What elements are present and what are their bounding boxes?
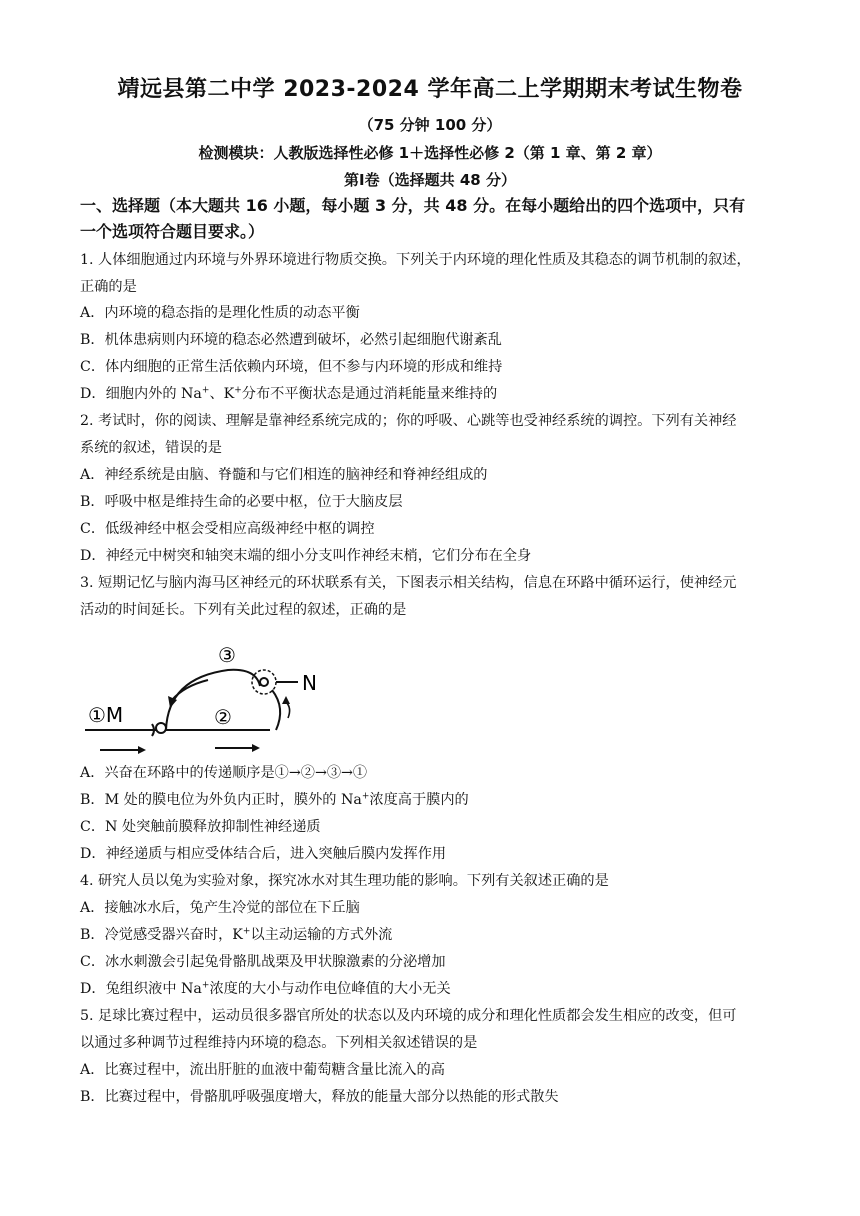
- neural-circuit-figure: [80, 638, 340, 756]
- question-5-stem: [80, 1003, 786, 1056]
- question-1-stem: [80, 247, 786, 300]
- exam-duration: （75 分钟 100 分）: [358, 116, 502, 134]
- question-2-option-d: D．神经元中树突和轴突末端的细小分支叫作神经末梢，它们分布在全身: [80, 548, 532, 564]
- label-n: N: [302, 671, 317, 695]
- question-4-option-c: C．冰水刺激会引起兔骨骼肌战栗及甲状腺激素的分泌增加: [80, 954, 446, 970]
- question-1-option-c: C．体内细胞的正常生活依赖内环境，但不参与内环境的形成和维持: [80, 359, 503, 375]
- label-3: ③: [218, 643, 236, 667]
- section-heading-line1: 一、选择题（本大题共 16 小题，每小题 3 分，共 48 分。在每小题给出的四个选项中，只有: [80, 196, 746, 215]
- question-3-option-b: B．M 处的膜电位为外负内正时，膜外的 Na+浓度高于膜内的: [80, 791, 469, 808]
- question-1-option-b: B．机体患病则内环境的稳态必然遭到破坏，必然引起细胞代谢紊乱: [80, 332, 502, 348]
- curved-arrow-up-head: [282, 696, 290, 704]
- question-5-option-a: A．比赛过程中，流出肝脏的血液中葡萄糖含量比流入的高: [80, 1062, 445, 1078]
- question-1-option-d: D．细胞内外的 Na+、K+分布不平衡状态是通过消耗能量来维持的: [80, 385, 498, 402]
- question-3-stem-line1: 3. 短期记忆与脑内海马区神经元的环状联系有关，下图表示相关结构，信息在环路中循环运行，使神经元: [80, 575, 737, 591]
- question-2-option-b: B．呼吸中枢是维持生命的必要中枢，位于大脑皮层: [80, 494, 403, 510]
- question-3-stem-line2: 活动的时间延长。下列有关此过程的叙述，正确的是: [80, 601, 407, 618]
- question-2-stem-line2: 系统的叙述，错误的是: [80, 439, 222, 456]
- question-3-option-a: A．兴奋在环路中的传递顺序是①→②→③→①: [80, 765, 368, 781]
- question-3-option-d: D．神经递质与相应受体结合后，进入突触后膜内发挥作用: [80, 846, 447, 862]
- loop-upper-arc: [166, 670, 260, 730]
- question-3-option-c: C．N 处突触前膜释放抑制性神经递质: [80, 819, 321, 835]
- question-4-option-a: A．接触冰水后，兔产生冷觉的部位在下丘脑: [80, 900, 360, 916]
- curved-arrow-up: [286, 702, 290, 718]
- question-5-stem-line1: 5. 足球比赛过程中，运动员很多器官所处的状态以及内环境的成分和理化性质都会发生相应的改变，但可: [80, 1008, 737, 1024]
- label-1m: ①M: [88, 703, 124, 727]
- section-heading: [80, 193, 786, 245]
- exam-title: 靖远县第二中学 2023-2024 学年高二上学期期末考试生物卷: [117, 77, 743, 102]
- question-2-stem-line1: 2. 考试时，你的阅读、理解是靠神经系统完成的；你的呼吸、心跳等也受神经系统的调控。下列有关神经: [80, 413, 737, 429]
- question-1-option-a: A．内环境的稳态指的是理化性质的动态平衡: [80, 305, 360, 321]
- label-2: ②: [214, 705, 232, 729]
- question-1-stem-line1: 1. 人体细胞通过内环境与外界环境进行物质交换。下列关于内环境的理化性质及其稳态的调节机制的叙述，: [80, 252, 751, 268]
- exam-volume: 第Ⅰ卷（选择题共 48 分）: [344, 171, 516, 189]
- question-2-stem: [80, 408, 786, 461]
- question-4-option-d: D．兔组织液中 Na+浓度的大小与动作电位峰值的大小无关: [80, 980, 451, 997]
- question-3-stem: [80, 570, 786, 623]
- question-5-option-b: B．比赛过程中，骨骼肌呼吸强度增大，释放的能量大部分以热能的形式散失: [80, 1089, 559, 1105]
- exam-module: 检测模块：人教版选择性必修 1＋选择性必修 2（第 1 章、第 2 章）: [198, 144, 662, 162]
- synapse-n-terminal: [260, 678, 268, 686]
- question-1-stem-line2: 正确的是: [80, 278, 137, 295]
- synapse-terminal: [156, 723, 166, 733]
- section-heading-line2: 一个选项符合题目要求。）: [80, 222, 265, 241]
- question-4-option-b: B．冷觉感受器兴奋时，K+以主动运输的方式外流: [80, 926, 393, 943]
- question-2-option-c: C．低级神经中枢会受相应高级神经中枢的调控: [80, 521, 375, 537]
- arrow-left-head: [138, 746, 146, 754]
- loop-right-arc: [272, 690, 280, 730]
- question-2-option-a: A．神经系统是由脑、脊髓和与它们相连的脑神经和脊神经组成的: [80, 467, 488, 483]
- arrow-right-head: [252, 744, 260, 752]
- question-5-stem-line2: 以通过多种调节过程维持内环境的稳态。下列相关叙述错误的是: [80, 1034, 478, 1051]
- question-4-stem: 4. 研究人员以兔为实验对象，探究冰水对其生理功能的影响。下列有关叙述正确的是: [80, 873, 609, 889]
